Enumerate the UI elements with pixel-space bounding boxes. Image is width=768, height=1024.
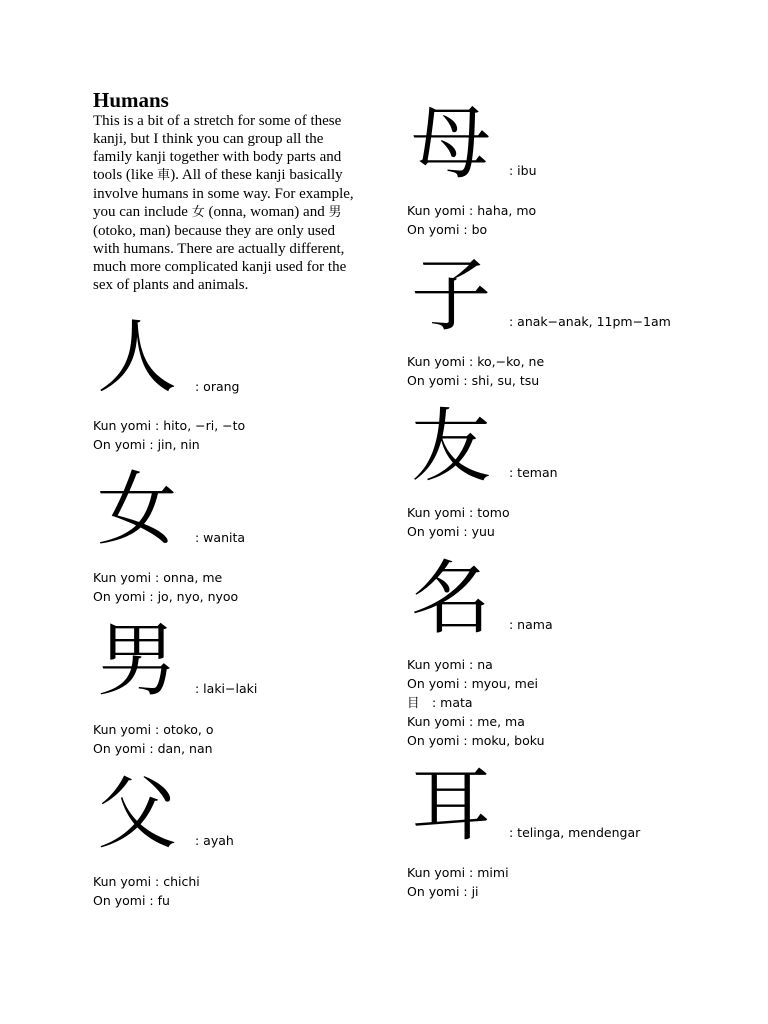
section-heading: Humans bbox=[93, 88, 169, 112]
kanji-glyph: 友 bbox=[411, 400, 491, 493]
inline-kanji-onna: 女 bbox=[191, 205, 205, 220]
on-yomi: On yomi : jin, nin bbox=[93, 437, 200, 452]
kanji-glyph: 女 bbox=[97, 463, 177, 556]
on-yomi: On yomi : fu bbox=[93, 893, 170, 908]
kun-yomi: Kun yomi : chichi bbox=[93, 874, 200, 889]
kanji-glyph: 子 bbox=[411, 249, 491, 342]
kanji-meaning: : wanita bbox=[195, 530, 246, 545]
kanji-meaning: : anak−anak, 11pm−1am bbox=[509, 314, 671, 329]
kun-yomi: Kun yomi : otoko, o bbox=[93, 722, 214, 737]
on-yomi: On yomi : dan, nan bbox=[93, 741, 213, 756]
intro-paragraph bbox=[93, 112, 363, 294]
kanji-meaning: : nama bbox=[509, 617, 553, 632]
kanji-glyph: 父 bbox=[97, 767, 177, 860]
on-yomi: On yomi : yuu bbox=[407, 524, 495, 539]
inline-kanji-otoko: 男 bbox=[328, 205, 342, 220]
on-yomi-me: On yomi : moku, boku bbox=[407, 733, 545, 748]
kanji-meaning: : orang bbox=[195, 379, 240, 394]
kanji-entry-mimi bbox=[407, 759, 727, 904]
kun-yomi: Kun yomi : mimi bbox=[407, 865, 509, 880]
on-yomi: On yomi : bo bbox=[407, 222, 488, 237]
kanji-entry-otoko bbox=[93, 614, 413, 759]
kanji-glyph: 耳 bbox=[411, 759, 491, 852]
kanji-me-line: 目 : mata bbox=[407, 695, 473, 710]
kanji-meaning: : telinga, mendengar bbox=[509, 825, 641, 840]
on-yomi: On yomi : jo, nyo, nyoo bbox=[93, 589, 239, 604]
kanji-meaning: : ayah bbox=[195, 833, 234, 848]
kun-yomi: Kun yomi : na bbox=[407, 657, 493, 672]
kanji-entry-ko bbox=[407, 249, 727, 394]
intro-text: ). All of these kanji basically involve humans in some way. For example, you can include bbox=[93, 167, 354, 220]
intro-text: (otoko, man) because they are only used with humans. There are actually different, much more complicated kanji used for the sex of plants and animals. bbox=[93, 223, 347, 293]
on-yomi: On yomi : shi, su, tsu bbox=[407, 373, 540, 388]
kanji-meaning: : ibu bbox=[509, 163, 537, 178]
kanji-entry-na bbox=[407, 552, 727, 757]
kun-yomi: Kun yomi : tomo bbox=[407, 505, 510, 520]
kanji-meaning: : teman bbox=[509, 465, 558, 480]
intro-text: (onna, woman) and bbox=[204, 204, 329, 220]
kanji-glyph: 男 bbox=[97, 614, 177, 707]
on-yomi: On yomi : ji bbox=[407, 884, 479, 899]
intro-text: This is a bit of a stretch for some of these kanji, but I think you can group all the family kanji together with body parts and tools (like bbox=[93, 113, 342, 183]
kun-yomi: Kun yomi : hito, −ri, −to bbox=[93, 418, 246, 433]
kanji-entry-onna bbox=[93, 463, 413, 608]
kun-yomi-me: Kun yomi : me, ma bbox=[407, 714, 525, 729]
kanji-entry-tomo bbox=[407, 400, 727, 545]
kanji-entry-haha bbox=[407, 97, 727, 242]
kanji-meaning: : laki−laki bbox=[195, 681, 258, 696]
kun-yomi: Kun yomi : onna, me bbox=[93, 570, 223, 585]
kun-yomi: Kun yomi : ko,−ko, ne bbox=[407, 354, 545, 369]
kanji-glyph: 名 bbox=[411, 552, 491, 645]
on-yomi: On yomi : myou, mei bbox=[407, 676, 539, 691]
kanji-entry-chichi bbox=[93, 767, 413, 912]
kun-yomi: Kun yomi : haha, mo bbox=[407, 203, 537, 218]
kanji-glyph: 人 bbox=[97, 311, 177, 404]
kanji-entry-hito bbox=[93, 311, 413, 456]
kanji-glyph: 母 bbox=[411, 97, 491, 190]
inline-kanji-kuruma: 車 bbox=[157, 168, 171, 183]
